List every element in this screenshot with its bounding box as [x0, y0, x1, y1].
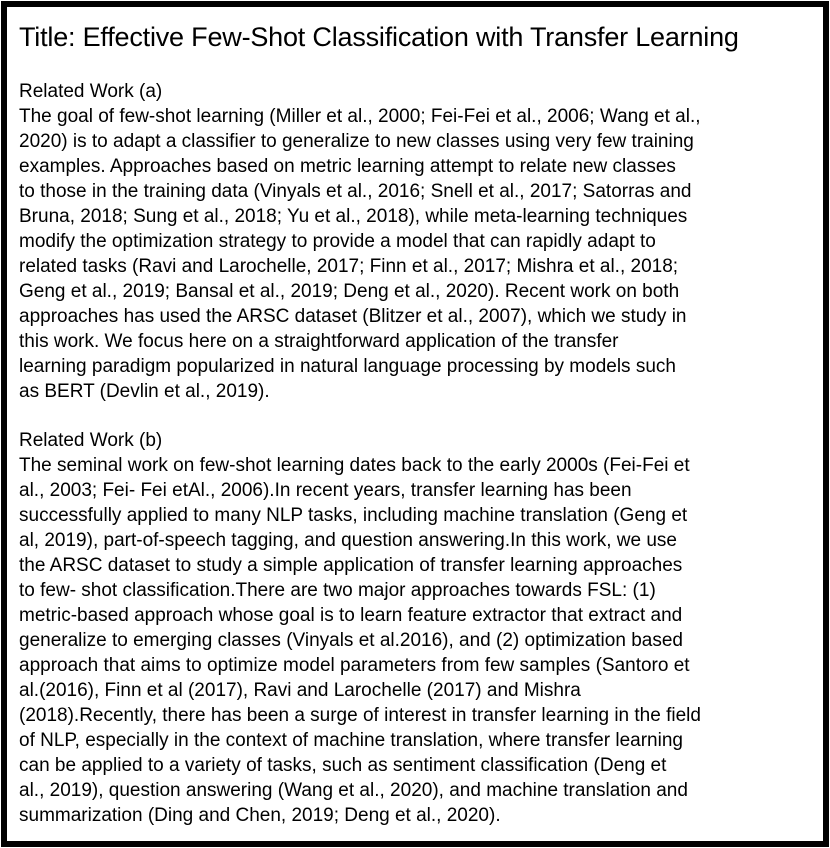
section-heading: Related Work (b) — [19, 430, 163, 451]
section-body — [19, 453, 819, 828]
text-line: generalize to emerging classes (Vinyals et al.2016), and (2) optimization based — [19, 630, 683, 651]
text-line: to those in the training data (Vinyals et al., 2016; Snell et al., 2017; Satorras and — [19, 181, 692, 202]
section-body — [19, 104, 819, 404]
text-line: of NLP, especially in the context of machine translation, where transfer learning — [19, 730, 683, 751]
text-line: can be applied to a variety of tasks, such as sentiment classification (Deng et — [19, 755, 667, 776]
text-line: The goal of few-shot learning (Miller et al., 2000; Fei-Fei et al., 2006; Wang et al., — [19, 106, 701, 127]
section-heading: Related Work (a) — [19, 81, 163, 102]
text-line: learning paradigm popularized in natural language processing by models such — [19, 356, 676, 377]
document-title: Title: Effective Few-Shot Classification with Transfer Learning — [19, 22, 739, 52]
text-line: al., 2003; Fei- Fei etAl., 2006).In recent years, transfer learning has been — [19, 480, 632, 501]
text-line: al.(2016), Finn et al (2017), Ravi and Larochelle (2017) and Mishra — [19, 680, 581, 701]
text-line: to few- shot classification.There are two major approaches towards FSL: (1) — [19, 580, 656, 601]
section-related-work-b — [19, 428, 819, 828]
document-content — [19, 17, 819, 828]
text-line: the ARSC dataset to study a simple application of transfer learning approaches — [19, 555, 683, 576]
document-frame — [1, 1, 829, 847]
title-spacer — [19, 57, 819, 79]
text-line: examples. Approaches based on metric learning attempt to relate new classes — [19, 156, 676, 177]
text-line: approaches has used the ARSC dataset (Blitzer et al., 2007), which we study in — [19, 306, 687, 327]
section-related-work-a — [19, 79, 819, 404]
text-line: Bruna, 2018; Sung et al., 2018; Yu et al., 2018), while meta-learning techniques — [19, 206, 688, 227]
text-line: summarization (Ding and Chen, 2019; Deng et al., 2020). — [19, 805, 501, 826]
text-line: as BERT (Devlin et al., 2019). — [19, 381, 270, 402]
text-line: this work. We focus here on a straightforward application of the transfer — [19, 331, 619, 352]
text-line: al, 2019), part-of-speech tagging, and question answering.In this work, we use — [19, 530, 677, 551]
text-line: approach that aims to optimize model parameters from few samples (Santoro et — [19, 655, 690, 676]
text-line: related tasks (Ravi and Larochelle, 2017; Finn et al., 2017; Mishra et al., 2018; — [19, 256, 679, 277]
text-line: Geng et al., 2019; Bansal et al., 2019; Deng et al., 2020). Recent work on both — [19, 281, 680, 302]
text-line: (2018).Recently, there has been a surge of interest in transfer learning in the field — [19, 705, 701, 726]
text-line: The seminal work on few-shot learning dates back to the early 2000s (Fei-Fei et — [19, 455, 690, 476]
text-line: successfully applied to many NLP tasks, including machine translation (Geng et — [19, 505, 688, 526]
text-line: 2020) is to adapt a classifier to generalize to new classes using very few training — [19, 131, 694, 152]
text-line: metric-based approach whose goal is to learn feature extractor that extract and — [19, 605, 683, 626]
text-line: modify the optimization strategy to provide a model that can rapidly adapt to — [19, 231, 656, 252]
text-line: al., 2019), question answering (Wang et al., 2020), and machine translation and — [19, 780, 688, 801]
